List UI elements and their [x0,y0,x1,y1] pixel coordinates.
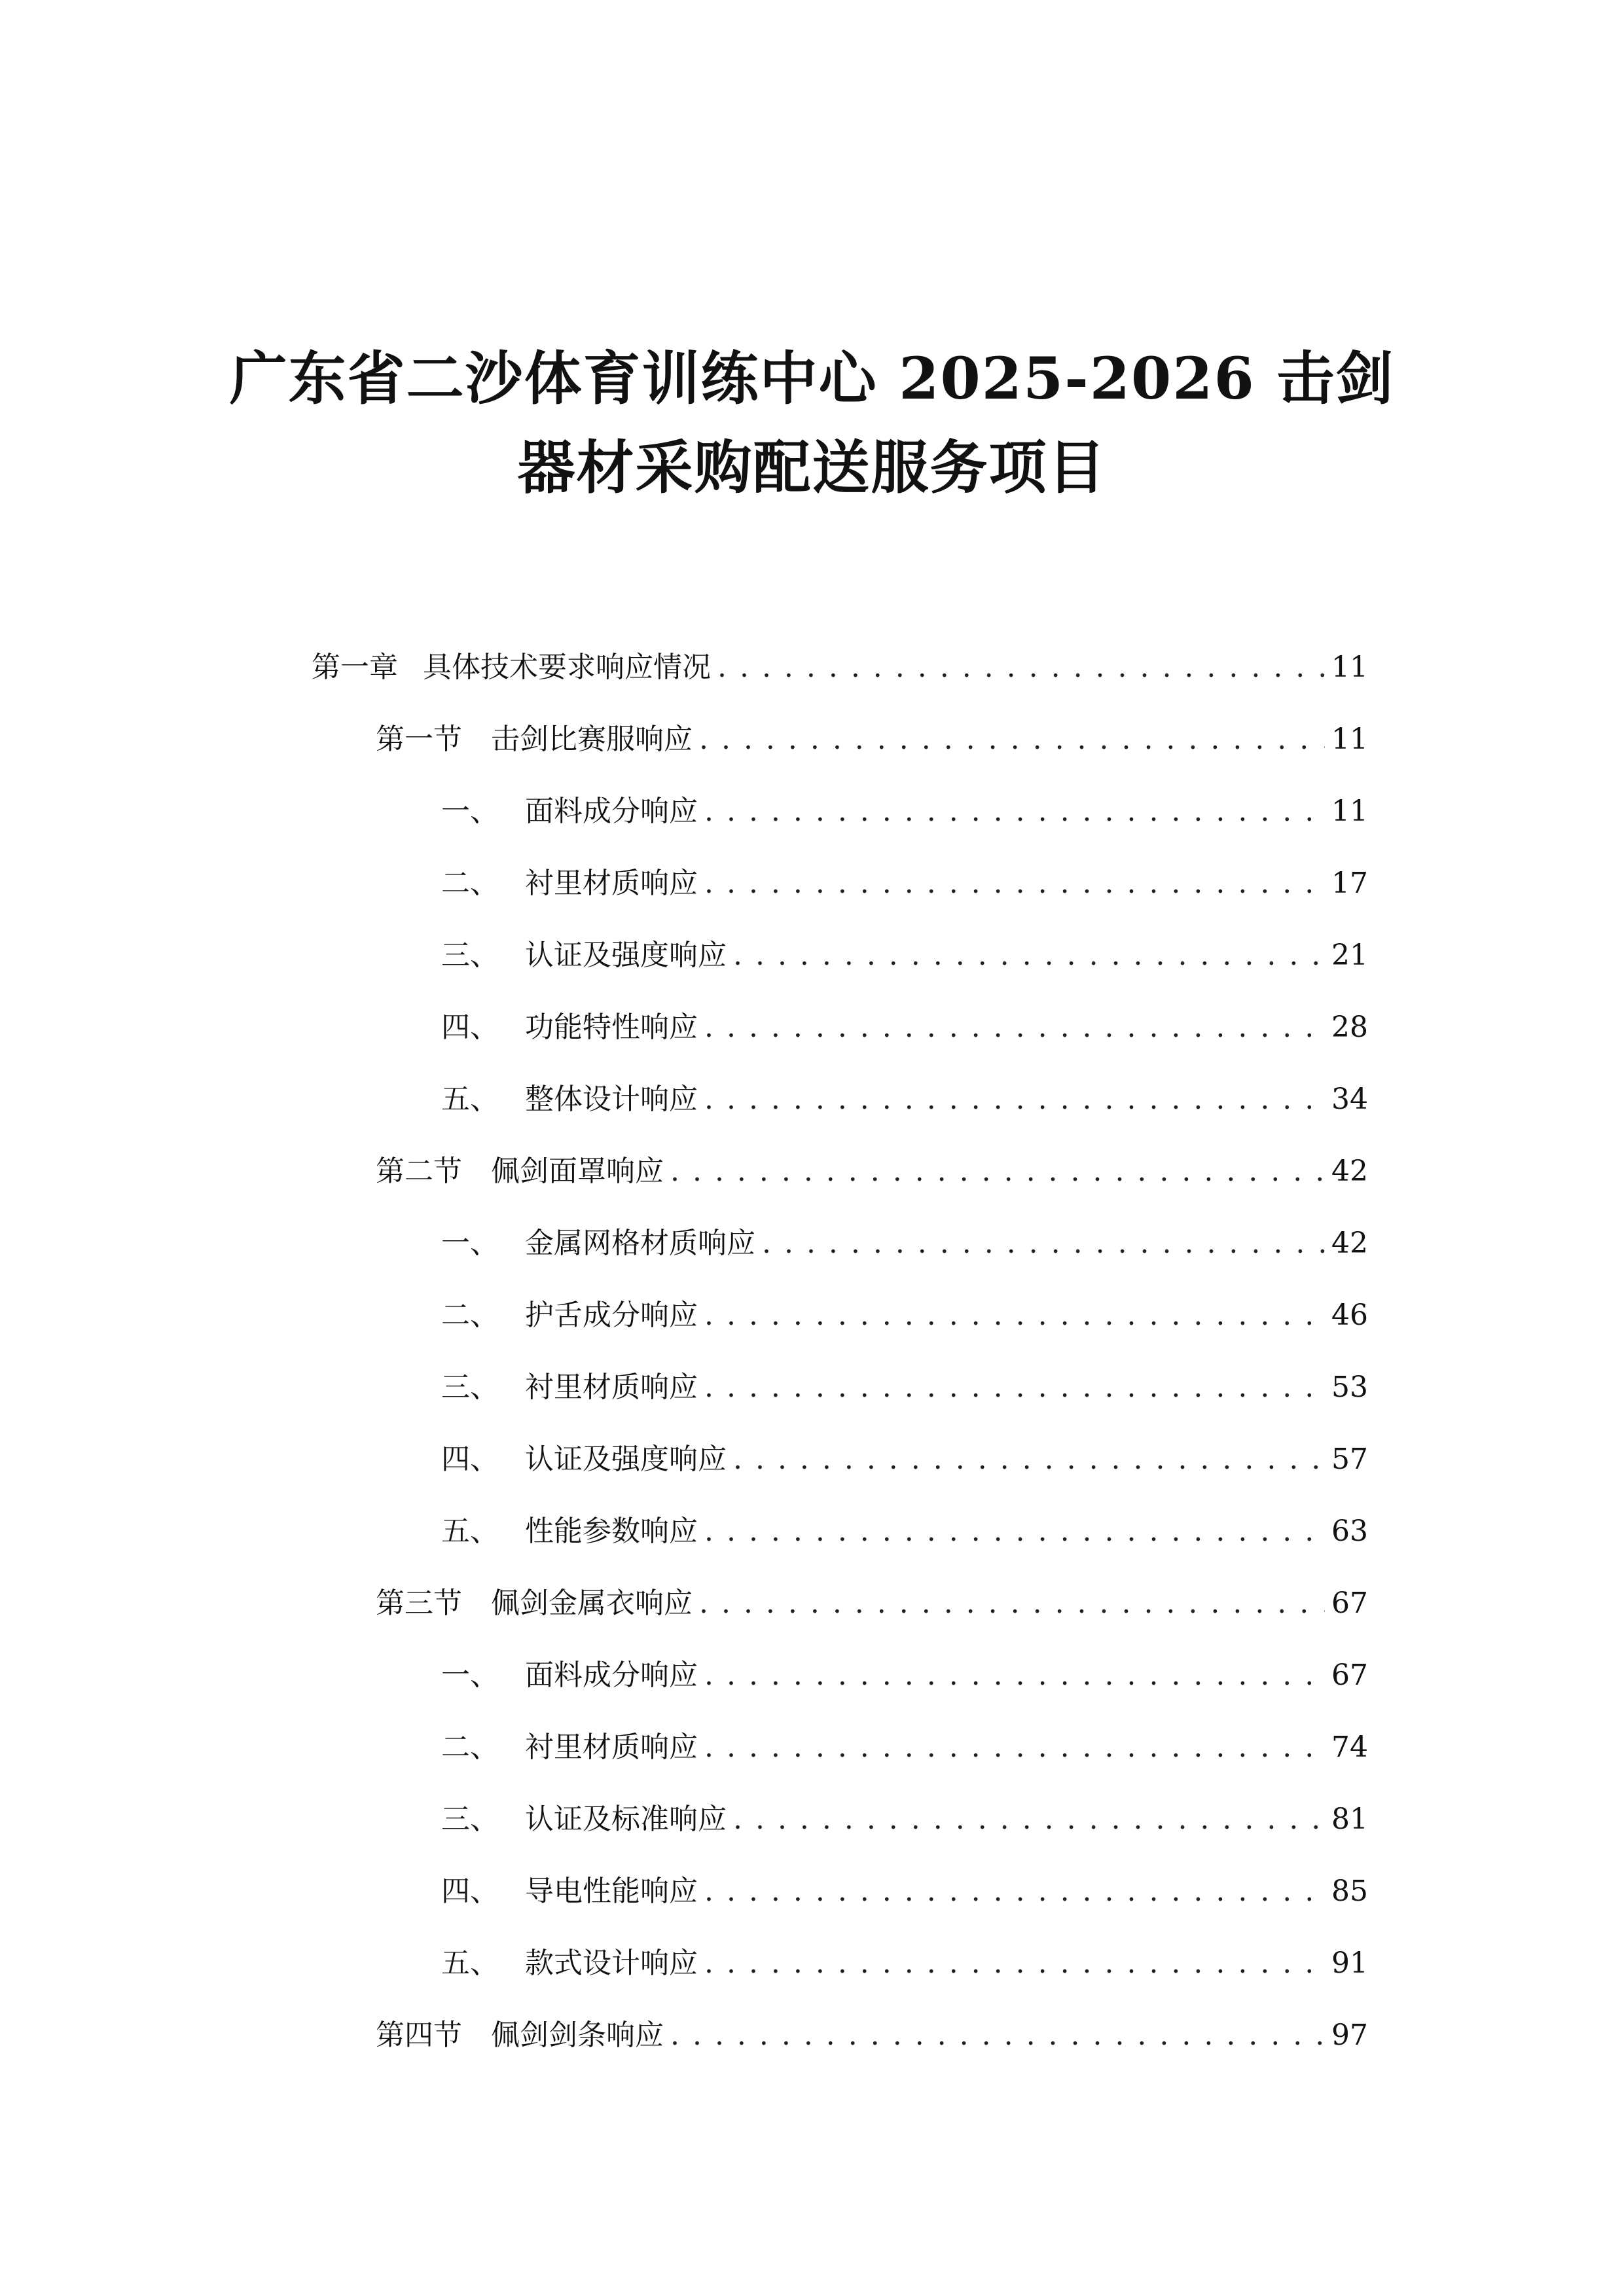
toc-entry[interactable] [441,936,1368,975]
toc-entry-title: 认证及标准响应 [525,1803,727,1836]
toc-entry-number: 第二节 [376,1155,462,1188]
toc-dot-leader [704,1944,1325,1983]
toc-entry-page: 34 [1331,1083,1368,1116]
toc-entry-page: 42 [1331,1227,1368,1260]
toc-entry-number: 第三节 [376,1587,462,1620]
toc-entry-number: 四、 [441,1011,499,1044]
toc-entry-title: 护舌成分响应 [525,1299,698,1332]
toc-entry-page: 81 [1331,1803,1368,1836]
toc-entry-title: 功能特性响应 [525,1011,698,1044]
toc-entry-number: 第四节 [376,2018,462,2052]
toc-dot-leader [704,1512,1325,1551]
toc-dot-leader [670,2016,1325,2055]
toc-entry-title: 面料成分响应 [525,1659,698,1692]
toc-entry-title: 佩剑金属衣响应 [491,1587,693,1620]
toc-entry-number: 三、 [441,939,499,972]
toc-entry[interactable] [376,1584,1368,1623]
toc-entry[interactable] [441,1008,1368,1047]
toc-entry-page: 74 [1331,1731,1368,1764]
toc-entry[interactable] [441,1440,1368,1479]
toc-dot-leader [704,1872,1325,1911]
toc-entry-number: 一、 [441,1227,499,1260]
toc-dot-leader [670,1152,1325,1191]
toc-entry-title: 认证及强度响应 [525,1443,727,1476]
toc-dot-leader [733,1800,1325,1839]
toc-entry-page: 11 [1331,795,1368,828]
toc-entry[interactable] [441,864,1368,903]
toc-entry[interactable] [376,1152,1368,1191]
toc-entry-number: 二、 [441,867,499,900]
toc-entry[interactable] [441,1224,1368,1263]
toc-dot-leader [699,720,1325,759]
toc-entry-title: 衬里材质响应 [525,1731,698,1764]
toc-entry-title: 击剑比赛服响应 [491,723,693,756]
toc-dot-leader [704,1296,1325,1335]
toc-entry-page: 57 [1331,1443,1368,1476]
toc-entry-page: 28 [1331,1011,1368,1044]
toc-entry[interactable] [312,648,1368,687]
toc-dot-leader [704,1080,1325,1119]
toc-entry-page: 46 [1331,1299,1368,1332]
toc-entry[interactable] [441,1296,1368,1335]
toc-dot-leader [704,1728,1325,1767]
toc-entry-page: 11 [1331,723,1368,756]
toc-entry-title: 面料成分响应 [525,795,698,828]
toc-entry-number: 三、 [441,1803,499,1836]
toc-dot-leader [704,1008,1325,1047]
toc-dot-leader [704,792,1325,831]
toc-entry[interactable] [441,1656,1368,1695]
toc-entry-number: 五、 [441,1083,499,1116]
toc-entry-page: 63 [1331,1515,1368,1548]
toc-entry-number: 二、 [441,1299,499,1332]
toc-entry-number: 一、 [441,795,499,828]
document-title-line-2: 器材采购配送服务项目 [517,433,1107,501]
toc-entry[interactable] [441,1080,1368,1119]
toc-entry-title: 性能参数响应 [525,1515,698,1548]
toc-entry-number: 二、 [441,1731,499,1764]
toc-entry-title: 佩剑面罩响应 [491,1155,664,1188]
toc-entry-title: 款式设计响应 [525,1946,698,1980]
toc-entry-number: 一、 [441,1659,499,1692]
toc-entry-number: 第一章 [312,651,398,684]
toc-dot-leader [699,1584,1325,1623]
toc-entry-number: 三、 [441,1371,499,1404]
toc-entry[interactable] [441,1944,1368,1983]
toc-entry-page: 21 [1331,939,1368,972]
toc-entry-page: 42 [1331,1155,1368,1188]
toc-entry[interactable] [441,792,1368,831]
toc-dot-leader [762,1224,1325,1263]
toc-entry-page: 53 [1331,1371,1368,1404]
toc-entry-page: 11 [1331,651,1368,684]
toc-entry-title: 衬里材质响应 [525,1371,698,1404]
toc-entry[interactable] [441,1872,1368,1911]
toc-entry[interactable] [441,1728,1368,1767]
toc-entry-title: 具体技术要求响应情况 [423,651,711,684]
toc-dot-leader [733,936,1325,975]
document-title-line-1: 广东省二沙体育训练中心 2025-2026 击剑 [229,344,1395,412]
toc-entry-page: 91 [1331,1946,1368,1980]
toc-entry-number: 第一节 [376,723,462,756]
toc-entry-title: 佩剑剑条响应 [491,2018,664,2052]
toc-entry-title: 导电性能响应 [525,1874,698,1908]
toc-dot-leader [717,648,1325,687]
toc-entry-number: 四、 [441,1443,499,1476]
toc-entry[interactable] [441,1512,1368,1551]
toc-dot-leader [733,1440,1325,1479]
toc-dot-leader [704,1368,1325,1407]
toc-entry-number: 四、 [441,1874,499,1908]
toc-entry[interactable] [376,720,1368,759]
toc-entry[interactable] [441,1800,1368,1839]
toc-dot-leader [704,864,1325,903]
toc-entry-page: 67 [1331,1587,1368,1620]
toc-entry[interactable] [376,2016,1368,2055]
toc-entry[interactable] [441,1368,1368,1407]
toc-entry-title: 衬里材质响应 [525,867,698,900]
toc-entry-page: 85 [1331,1874,1368,1908]
toc-entry-number: 五、 [441,1515,499,1548]
toc-entry-title: 整体设计响应 [525,1083,698,1116]
toc-entry-title: 认证及强度响应 [525,939,727,972]
toc-dot-leader [704,1656,1325,1695]
toc-entry-page: 17 [1331,867,1368,900]
toc-entry-page: 67 [1331,1659,1368,1692]
toc-entry-title: 金属网格材质响应 [525,1227,755,1260]
toc-entry-page: 97 [1331,2018,1368,2052]
toc-entry-number: 五、 [441,1946,499,1980]
